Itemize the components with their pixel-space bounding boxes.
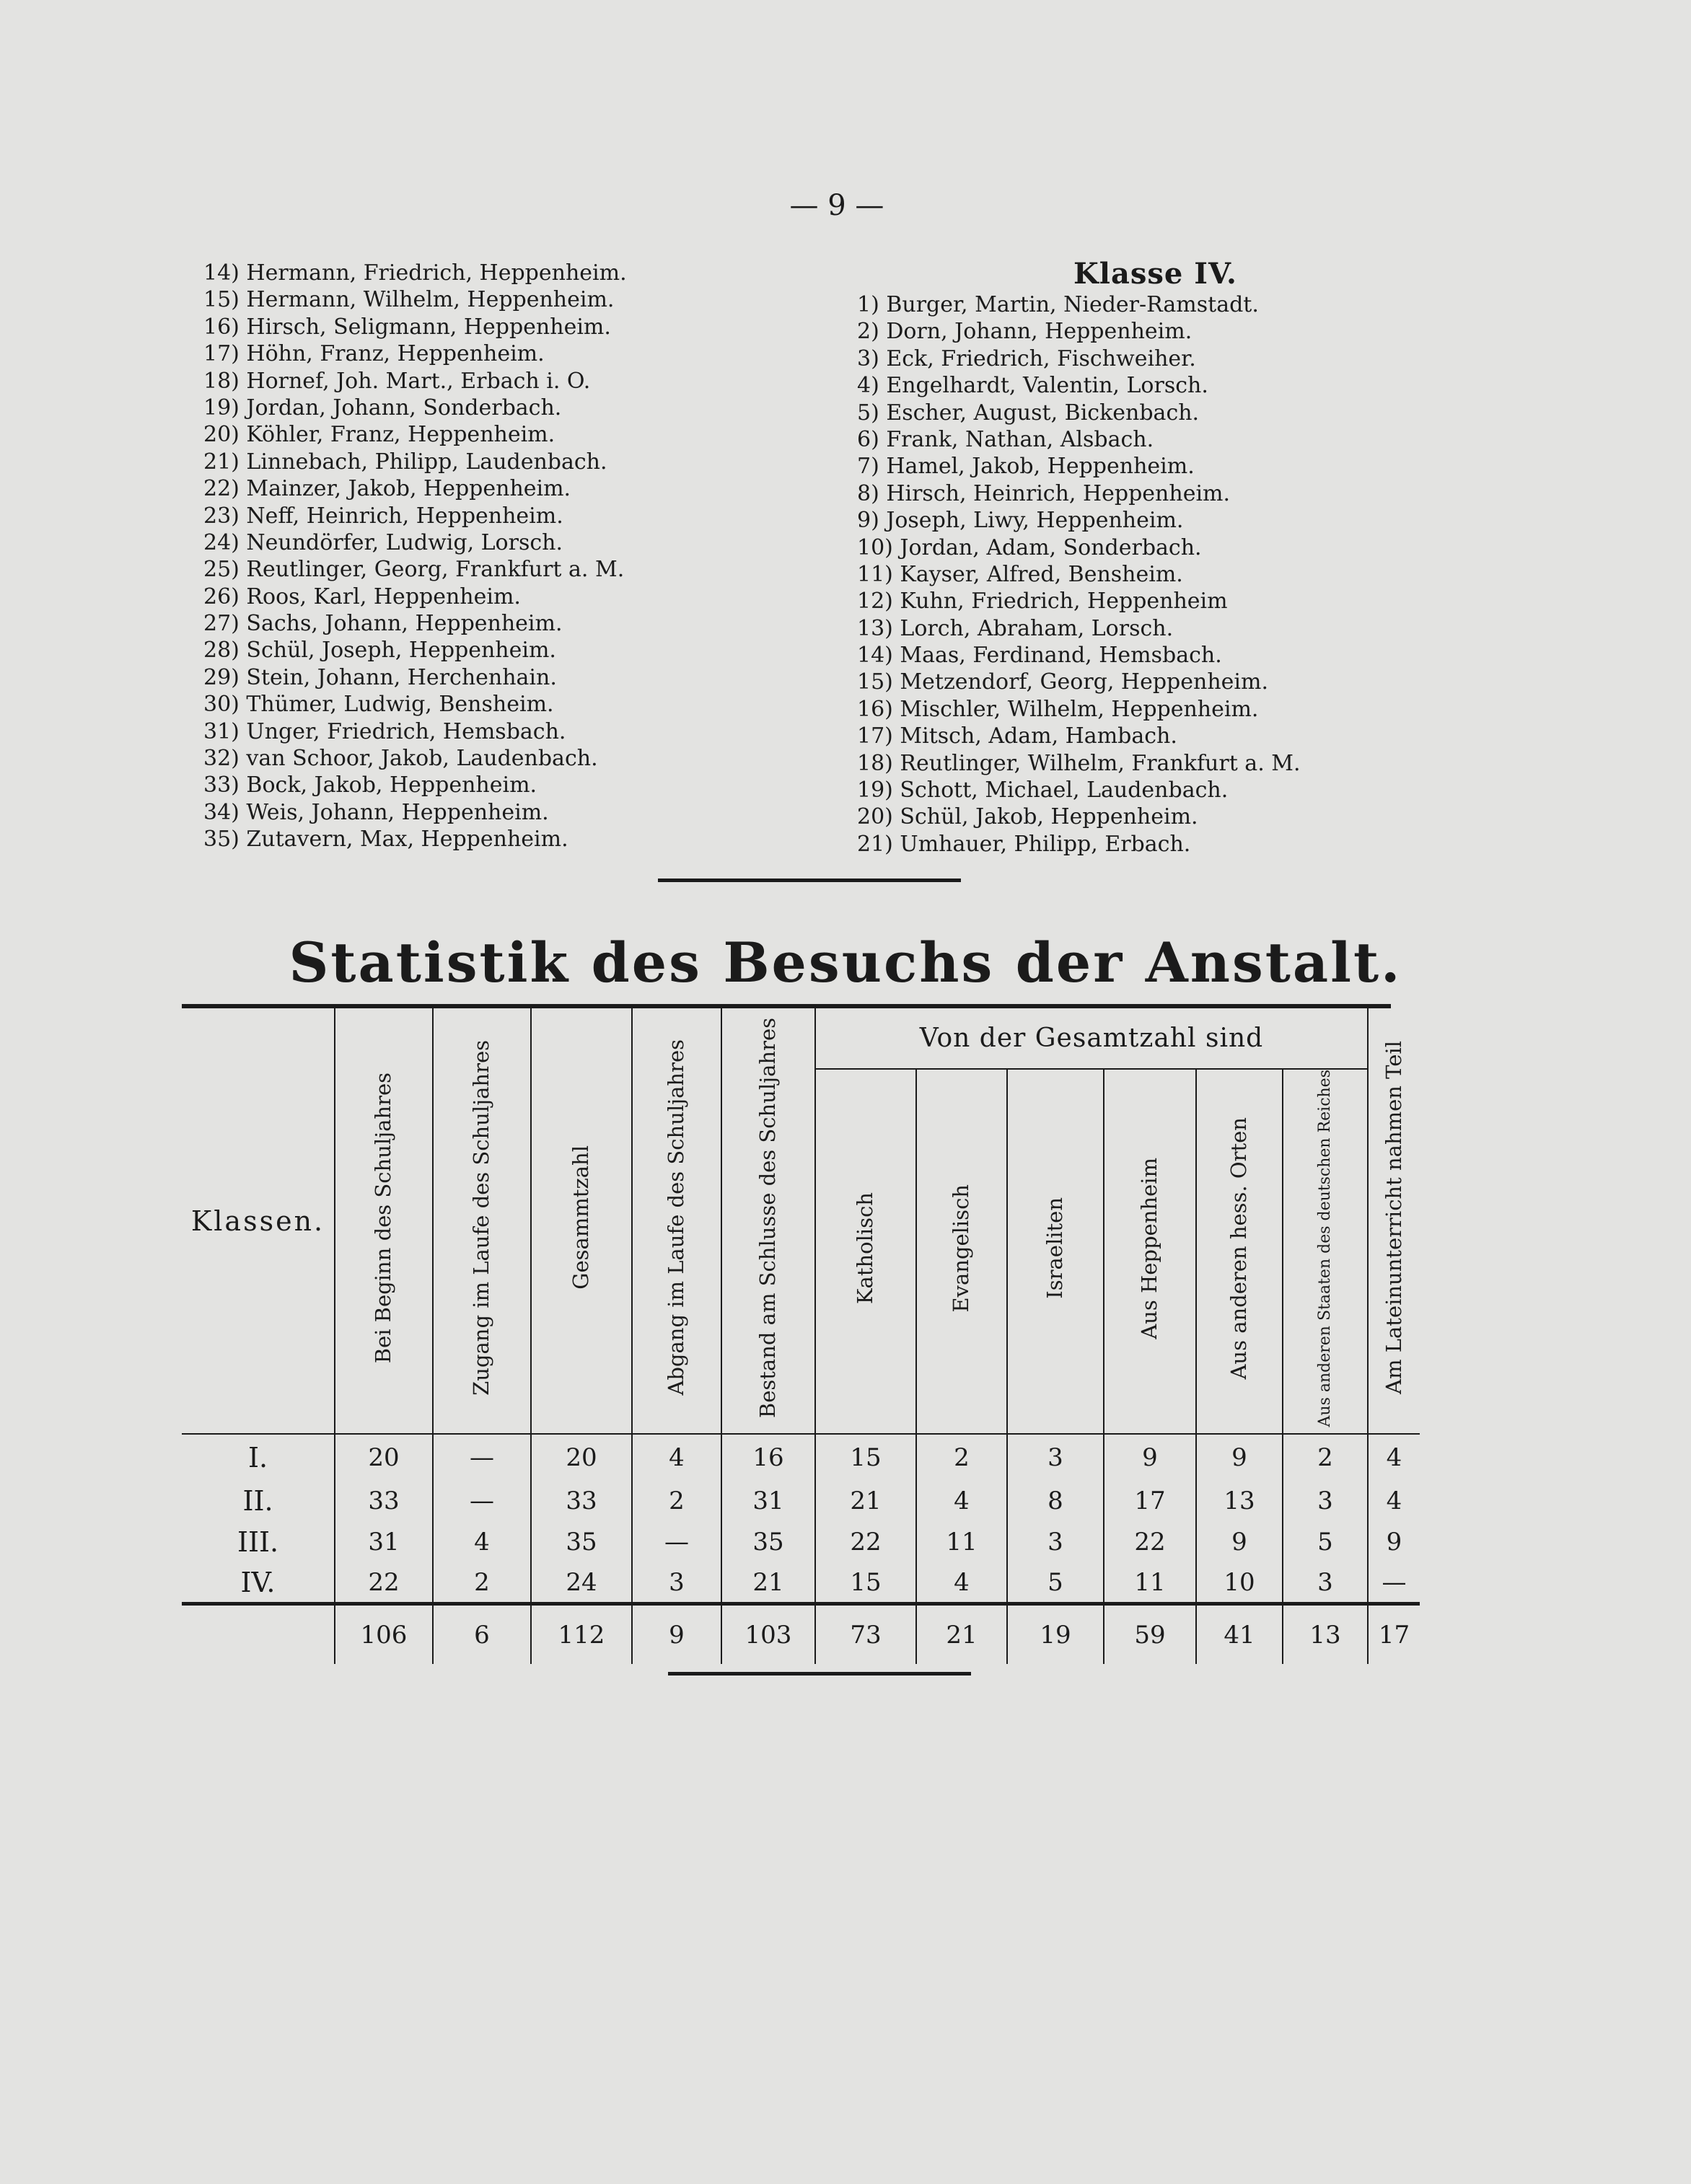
list-item: 28) Schül, Joseph, Heppenheim. [203, 638, 556, 664]
table-cell: 11 [916, 1521, 1007, 1562]
list-item: 1) Burger, Martin, Nieder-Ramstadt. [857, 292, 1259, 317]
table-row [182, 1434, 1420, 1480]
list-item: 13) Lorch, Abraham, Lorsch. [857, 615, 1174, 641]
list-item: 12) Kuhn, Friedrich, Heppenheim [857, 589, 1228, 615]
list-item: 33) Bock, Jakob, Heppenheim. [203, 772, 537, 798]
total-cell: 17 [1368, 1603, 1420, 1664]
table-cell: 4 [916, 1480, 1007, 1521]
list-item: 17) Höhn, Franz, Heppenheim. [203, 341, 545, 367]
table-cell: 31 [335, 1521, 433, 1562]
table-cell: 35 [721, 1521, 815, 1562]
table-cell: 20 [531, 1434, 632, 1480]
list-item: 21) Umhauer, Philipp, Erbach. [857, 831, 1191, 857]
column-header: Aus anderen Staaten des deutschen Reiches [1283, 1069, 1368, 1434]
total-cell: 59 [1104, 1603, 1196, 1664]
table-cell: 11 [1104, 1562, 1196, 1603]
list-item: 7) Hamel, Jakob, Heppenheim. [857, 454, 1195, 480]
row-label: III. [237, 1525, 279, 1558]
table-cell: 33 [335, 1480, 433, 1521]
list-item: 16) Hirsch, Seligmann, Heppenheim. [203, 314, 611, 340]
total-cell: 73 [815, 1603, 916, 1664]
table-cell: 2 [433, 1562, 531, 1603]
table-cell: 5 [1007, 1562, 1104, 1603]
table-cell: 21 [721, 1562, 815, 1603]
table-row [182, 1521, 1420, 1562]
column-header: Israeliten [1007, 1069, 1104, 1434]
table-cell: 17 [1104, 1480, 1196, 1521]
table-cell: 15 [815, 1434, 916, 1480]
table-cell: 3 [1283, 1562, 1368, 1603]
table-cell: 33 [531, 1480, 632, 1521]
table-cell: 8 [1007, 1480, 1104, 1521]
list-item: 18) Reutlinger, Wilhelm, Frankfurt a. M. [857, 750, 1301, 776]
table-cell: 4 [1368, 1480, 1420, 1521]
table-cell: 20 [335, 1434, 433, 1480]
table-cell: 4 [632, 1434, 721, 1480]
total-cell: 9 [632, 1603, 721, 1664]
list-item: 16) Mischler, Wilhelm, Heppenheim. [857, 696, 1259, 722]
table-cell: — [433, 1480, 531, 1521]
table-cell: — [1368, 1562, 1420, 1603]
table-cell: — [632, 1521, 721, 1562]
table-cell: 10 [1196, 1562, 1283, 1603]
table-cell: 3 [1007, 1521, 1104, 1562]
list-item: 15) Hermann, Wilhelm, Heppenheim. [203, 287, 615, 313]
statistics-title: Statistik des Besuchs der Anstalt. [289, 930, 1402, 995]
total-cell: 103 [721, 1603, 815, 1664]
list-item: 24) Neundörfer, Ludwig, Lorsch. [203, 529, 563, 555]
table-cell: 4 [433, 1521, 531, 1562]
list-item: 19) Jordan, Johann, Sonderbach. [203, 395, 562, 420]
table-cell: 22 [1104, 1521, 1196, 1562]
column-header: Abgang im Laufe des Schuljahres [632, 1008, 721, 1434]
list-item: 34) Weis, Johann, Heppenheim. [203, 799, 549, 825]
table-cell: 16 [721, 1434, 815, 1480]
list-item: 2) Dorn, Johann, Heppenheim. [857, 319, 1193, 345]
table-cell: 4 [1368, 1434, 1420, 1480]
statistics-table [182, 1008, 1420, 1664]
column-header: Gesammtzahl [531, 1008, 632, 1434]
table-cell: 15 [815, 1562, 916, 1603]
list-item: 17) Mitsch, Adam, Hambach. [857, 723, 1177, 749]
table-cell: 2 [916, 1434, 1007, 1480]
column-header: Aus Heppenheim [1104, 1069, 1196, 1434]
list-item: 25) Reutlinger, Georg, Frankfurt a. M. [203, 557, 625, 583]
column-header: Bestand am Schlusse des Schuljahres [721, 1008, 815, 1434]
column-header: Bei Beginn des Schuljahres [335, 1008, 433, 1434]
table-cell: 9 [1196, 1521, 1283, 1562]
column-header: Am Lateinunterricht nahmen Teil [1368, 1008, 1420, 1434]
row-label: II. [242, 1484, 273, 1517]
column-header: Katholisch [815, 1069, 916, 1434]
list-item: 4) Engelhardt, Valentin, Lorsch. [857, 373, 1208, 399]
table-cell: 9 [1196, 1434, 1283, 1480]
list-item: 30) Thümer, Ludwig, Bensheim. [203, 692, 554, 718]
list-item: 19) Schott, Michael, Laudenbach. [857, 778, 1229, 803]
row-label: IV. [182, 1562, 335, 1603]
totals-row [182, 1603, 1420, 1664]
table-cell: 2 [632, 1480, 721, 1521]
table-cell: — [433, 1434, 531, 1480]
table-cell: 24 [531, 1562, 632, 1603]
list-item: 20) Köhler, Franz, Heppenheim. [203, 422, 555, 448]
group-header: Von der Gesamtzahl sind [815, 1008, 1368, 1069]
table-row [182, 1480, 1420, 1521]
table-cell: 5 [1283, 1521, 1368, 1562]
table-cell: 21 [815, 1480, 916, 1521]
list-item: 35) Zutavern, Max, Heppenheim. [203, 827, 568, 853]
list-item: 14) Maas, Ferdinand, Hemsbach. [857, 643, 1222, 669]
list-item: 31) Unger, Friedrich, Hemsbach. [203, 718, 566, 744]
list-item: 6) Frank, Nathan, Alsbach. [857, 426, 1154, 452]
klassen-header: Klassen. [182, 1008, 335, 1434]
column-header: Evangelisch [916, 1069, 1007, 1434]
table-row [182, 1562, 1420, 1603]
total-cell: 6 [433, 1603, 531, 1664]
separator-rule-top [658, 879, 961, 882]
list-item: 32) van Schoor, Jakob, Laudenbach. [203, 746, 598, 772]
column-header: Zugang im Laufe des Schuljahres [433, 1008, 531, 1434]
table-cell: 22 [335, 1562, 433, 1603]
table-cell: 2 [1283, 1434, 1368, 1480]
list-item: 29) Stein, Johann, Herchenhain. [203, 664, 557, 690]
table-cell: 9 [1104, 1434, 1196, 1480]
column-header: Aus anderen hess. Orten [1196, 1069, 1283, 1434]
page-number: — 9 — [789, 189, 884, 222]
list-item: 11) Kayser, Alfred, Bensheim. [857, 561, 1183, 587]
table-cell: 35 [531, 1521, 632, 1562]
list-item: 14) Hermann, Friedrich, Heppenheim. [203, 260, 627, 286]
list-item: 27) Sachs, Johann, Heppenheim. [203, 611, 563, 637]
table-cell: 13 [1196, 1480, 1283, 1521]
list-item: 10) Jordan, Adam, Sonderbach. [857, 534, 1202, 560]
total-cell: 13 [1283, 1603, 1368, 1664]
list-item: 18) Hornef, Joh. Mart., Erbach i. O. [203, 368, 591, 394]
total-cell: 21 [916, 1603, 1007, 1664]
list-item: 15) Metzendorf, Georg, Heppenheim. [857, 669, 1268, 695]
list-item: 5) Escher, August, Bickenbach. [857, 400, 1200, 426]
student-list-left [203, 260, 824, 853]
table-cell: 3 [632, 1562, 721, 1603]
list-item: 8) Hirsch, Heinrich, Heppenheim. [857, 480, 1231, 506]
table-cell: 4 [916, 1562, 1007, 1603]
list-item: 3) Eck, Friedrich, Fischweiher. [857, 345, 1196, 371]
total-cell: 19 [1007, 1603, 1104, 1664]
table-cell: 9 [1368, 1521, 1420, 1562]
table-cell: 3 [1283, 1480, 1368, 1521]
list-item: 20) Schül, Jakob, Heppenheim. [857, 804, 1198, 830]
total-cell: 106 [335, 1603, 433, 1664]
list-item: 23) Neff, Heinrich, Heppenheim. [203, 503, 563, 529]
table-cell: 22 [815, 1521, 916, 1562]
list-item: 21) Linnebach, Philipp, Laudenbach. [203, 449, 607, 475]
list-item: 9) Joseph, Liwy, Heppenheim. [857, 508, 1184, 534]
table-cell: 3 [1007, 1434, 1104, 1480]
klasse-iv-heading: Klasse IV. [1073, 257, 1237, 291]
list-item: 22) Mainzer, Jakob, Heppenheim. [203, 476, 571, 502]
student-list-klasse-iv [857, 257, 1405, 858]
total-cell: 41 [1196, 1603, 1283, 1664]
list-item: 26) Roos, Karl, Heppenheim. [203, 584, 521, 609]
table-cell: 31 [721, 1480, 815, 1521]
total-cell: 112 [531, 1603, 632, 1664]
row-label: I. [247, 1441, 268, 1474]
separator-rule-bottom [668, 1672, 971, 1676]
